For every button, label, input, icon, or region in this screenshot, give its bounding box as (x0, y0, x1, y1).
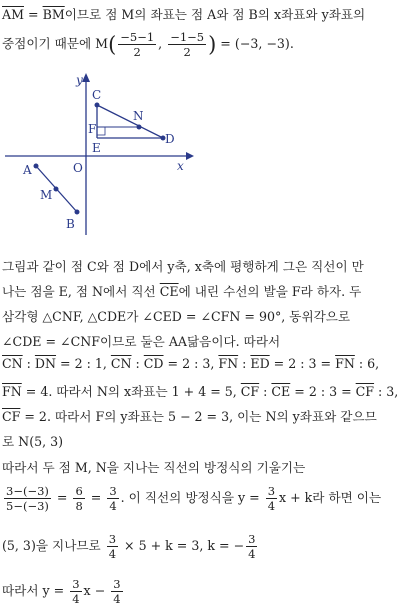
line-6: ∠CDE = ∠CNF이므로 둘은 AA닮음이다. 따라서 (2, 334, 281, 349)
line-2-post: = (−3, −3). (216, 36, 294, 51)
eq-sign: = (24, 7, 43, 22)
paren-open: ( (108, 32, 117, 57)
label-e: E (92, 141, 101, 155)
label-m: M (40, 188, 53, 202)
segment-ce-text: $\overline{CE}$ (159, 284, 179, 299)
line-3: 그림과 같이 점 C와 점 D에서 y축, x축에 평행하게 그은 직선이 만 (2, 259, 364, 274)
line-5: 삼각형 △CNF, △CDE가 ∠CED = ∠CFN = 90°, 동위각으로 (2, 309, 351, 324)
line-4: 나는 점을 E, 점 N에서 직선 $\overline{CE}$에 내린 수선의 발을 F라 하자. 두 (2, 284, 362, 299)
line-12: $\frac{3-(-3)}{5-(-3)}$ = $\frac{6}{8}$ = $\frac{3}{4}$ . 이 직선의 방정식을 y = $\frac{3}{4}$ x + k라 하면 이는 (6, 484, 382, 513)
line-1 (2, 4, 365, 23)
segment-bm: $\overline{BM}$ (42, 7, 65, 22)
line-14: 따라서 y = $\frac{3}{4}$ x − $\frac{3}{4}$ (2, 577, 121, 606)
x-axis-label: x (177, 159, 184, 173)
segment-am: $\overline{AM}$ (2, 7, 24, 22)
segment-cd (97, 105, 163, 138)
point-n (137, 125, 142, 130)
line-13: (5, 3)을 지나므로 $\frac{3}{4}$ × 5 + k = 3, k = − $\frac{3}{4}$ (2, 532, 256, 561)
line-1-text: 이므로 점 M의 좌표는 점 A와 점 B의 x좌표와 y좌표의 (64, 7, 366, 22)
point-a (34, 164, 39, 169)
origin-label: O (73, 161, 83, 175)
right-angle-mark (97, 127, 105, 135)
y-axis-arrow (82, 73, 90, 82)
label-b: B (66, 217, 75, 231)
x-axis-arrow (186, 152, 194, 160)
line-9: $\overline{CF} = 2$. 따라서 F의 y좌표는 5 − 2 = 3, 이는 N의 y좌표와 같으므 (2, 409, 377, 424)
paren-close: ) (208, 32, 217, 57)
y-axis-label: y (76, 73, 83, 87)
line-10: 로 N(5, 3) (2, 434, 64, 449)
frac-x: $\frac{-5-1}{2}$ (120, 30, 155, 59)
frac-y: $\frac{-1-5}{2}$ (170, 30, 205, 59)
point-c (95, 103, 100, 108)
line-2-pre: 중점이기 때문에 M (2, 36, 109, 51)
point-m (54, 187, 59, 192)
label-a: A (23, 163, 32, 177)
label-c: C (92, 88, 102, 102)
line-8: $\overline{FN} = 4$. 따라서 N의 x좌표는 1 + 4 = 5, $\overline{CF}$ : $\overline{CE} = 2$ : $3 = \overline{CF}$ : 3, (2, 384, 399, 399)
point-b (75, 210, 80, 215)
label-f: F (88, 122, 97, 136)
label-d: D (165, 132, 175, 146)
line-11: 따라서 두 점 M, N을 지나는 직선의 방정식의 기울기는 (2, 460, 306, 475)
label-n: N (133, 109, 144, 123)
line-2: 중점이기 때문에 M( $\frac{-5-1}{2}$ , $\frac{-1-5}{2}$ ) = (−3, −3). (2, 30, 294, 59)
line-7: $\overline{CN}$ : $\overline{DN} = 2$ : 1, $\overline{CN}$ : $\overline{CD} = 2$ : 3, $\overline{FN}$ : $\overline{ED} = 2$ : $3 = \overline{FN}$ : 6, (2, 356, 380, 371)
coordinate-graph (0, 70, 400, 240)
